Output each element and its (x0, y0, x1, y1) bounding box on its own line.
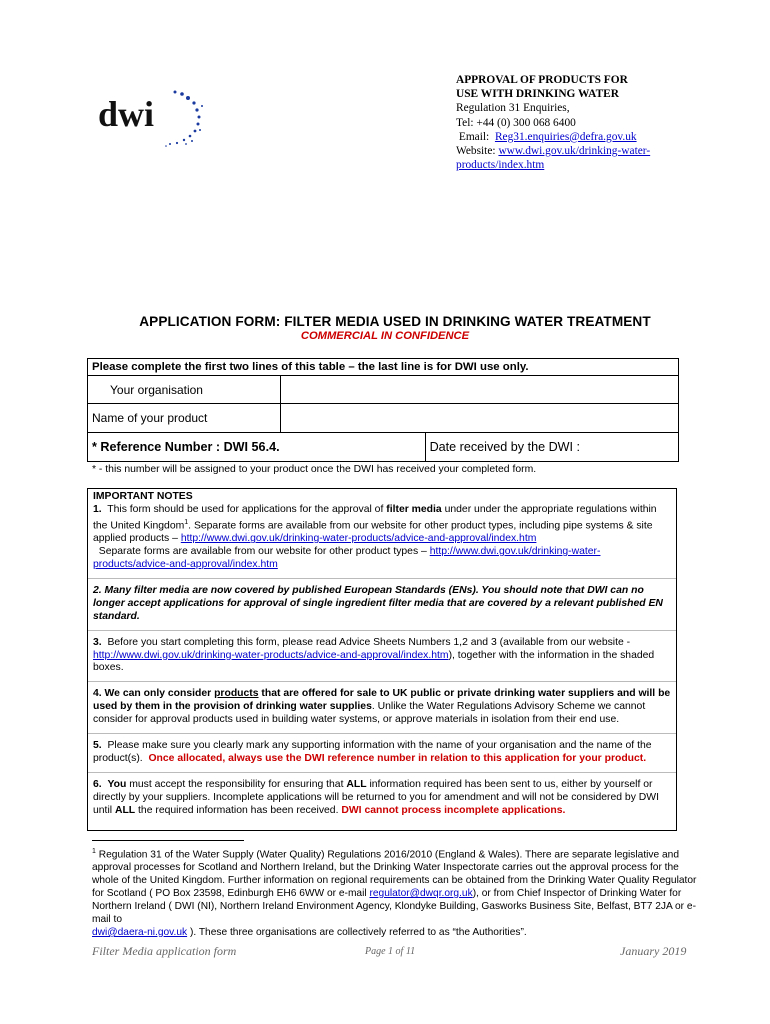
note-4-text-c: . Unlike the Water Regulations Advisory Scheme we cannot consider for approval products used in building water systems, or approve materials in isolation from their end use. (93, 701, 646, 726)
divider (88, 733, 676, 734)
contact-website-row (456, 144, 716, 158)
notes-heading: IMPORTANT NOTES (93, 491, 193, 502)
note-6-you: You (107, 778, 127, 790)
email-link[interactable]: Reg31.enquiries@defra.gov.uk (494, 130, 637, 143)
footer-page-number: Page 1 of 11 (365, 946, 416, 957)
daera-email-link[interactable]: dwi@daera-ni.gov.uk (92, 926, 188, 938)
footnote (92, 846, 698, 940)
date-received-label: Date received by the DWI : (425, 433, 678, 462)
contact-enquiries: Regulation 31 Enquiries, (456, 102, 570, 115)
note-3-text-b: ), together with the information in the shaded boxes. (93, 649, 655, 674)
note-1-text-e: Separate forms are available from our website for other product types – (98, 546, 427, 558)
note-6-text-c: the required information has been received. (138, 804, 339, 816)
footnote-text-c: ). These three organisations are collectively referred to as “the Authorities”. (189, 926, 527, 938)
note-1 (93, 504, 672, 572)
website-link-cont[interactable]: products/index.htm (456, 159, 545, 172)
reference-number: * Reference Number : DWI 56.4. (88, 433, 426, 462)
note-1-link[interactable]: http://www.dwi.gov.uk/drinking-water-products/advice-and-approval/index.htm (180, 533, 537, 545)
note-6-warning: DWI cannot process incomplete applications. (341, 804, 566, 816)
note-1-bold: filter media (386, 503, 442, 515)
dwqr-email-link[interactable]: regulator@dwqr.org.uk (369, 888, 473, 900)
note-3-number: 3. (93, 636, 102, 648)
note-6-text-b: information required has been sent to us, either by yourself or directly by your suppliers. Incomplete applications will be returned to you for amendment and will not be considered by DWI until (93, 778, 659, 816)
divider (88, 681, 676, 682)
email-label: Email: (458, 130, 490, 143)
reference-table (87, 358, 679, 462)
note-4-bold-b: that are offered for sale to UK public or private drinking water suppliers and will be used by them in the provision of drinking water supplies (93, 688, 671, 713)
note-1-link-2[interactable]: http://www.dwi.gov.uk/drinking-water-products/advice-and-approval/index.htm (93, 546, 601, 570)
logo-text: dwi (98, 94, 155, 134)
note-6-all: ALL (346, 778, 367, 790)
note-1-text-c: under under the appropriate regulations within the United Kingdom (93, 503, 657, 532)
footnote-ref: 1 (184, 518, 189, 526)
note-1-number: 1. (93, 503, 102, 515)
footnote-number: 1 (92, 848, 96, 855)
page-title: APPLICATION FORM: FILTER MEDIA USED IN DRINKING WATER TREATMENT (139, 314, 651, 329)
product-field[interactable] (281, 404, 679, 433)
note-3-link[interactable]: http://www.dwi.gov.uk/drinking-water-products/advice-and-approval/index.htm (93, 649, 449, 661)
footnote-text-b: ), or from Chief Inspector of Drinking Water for Northern Ireland ( DWI (NI), Northern Ireland Environment Agency, Klondyke Building, Gasworks Business Site, Belfast, BT7 2JA or e-mail to (92, 888, 696, 925)
note-3-text-a: Before you start completing this form, please read Advice Sheets Numbers 1,2 and 3 (available from our website - (107, 636, 631, 648)
note-5-warning: Once allocated, always use the DWI reference number in relation to this application for your product. (148, 752, 647, 764)
note-6-number: 6. (93, 778, 102, 790)
table-header: Please complete the first two lines of this table – the last line is for DWI use only. (88, 359, 679, 376)
note-2: 2. Many filter media are now covered by published European Standards (ENs). You should note that DWI can no longer accept applications for approval of single ingredient filter media that are covered by a relevant published EN standard. (93, 584, 663, 622)
website-link[interactable]: www.dwi.gov.uk/drinking-water- (498, 145, 651, 158)
note-4 (93, 688, 672, 727)
dwi-logo (96, 84, 206, 150)
contact-heading-1: APPROVAL OF PRODUCTS FOR (456, 74, 628, 86)
reference-note: * - this number will be assigned to your product once the DWI has received your completed form. (92, 464, 537, 475)
divider (88, 630, 676, 631)
footer-date: January 2019 (620, 944, 687, 958)
product-label: Name of your product (88, 404, 281, 433)
contact-block (456, 73, 716, 172)
note-4-underline: products (214, 688, 259, 700)
contact-heading-2: USE WITH DRINKING WATER (456, 88, 619, 101)
note-5 (93, 740, 672, 766)
note-4-bold-a: 4. We can only consider (93, 688, 212, 700)
note-6 (93, 779, 672, 818)
divider (88, 772, 676, 773)
website-label: Website: (456, 145, 496, 158)
footer-doc-name: Filter Media application form (92, 944, 237, 958)
contact-email-row (456, 130, 716, 144)
note-6-text-a: must accept the responsibility for ensuring that (129, 778, 344, 790)
note-5-number: 5. (93, 740, 102, 752)
confidential-label: COMMERCIAL IN CONFIDENCE (300, 330, 470, 342)
organisation-field[interactable] (281, 376, 679, 404)
note-5-text-a: Please make sure you clearly mark any supporting information with the name of your organisation and the name of the product(s). (93, 740, 652, 764)
note-1-text-a: This form should be used for applications for the approval of (107, 503, 384, 515)
note-1-text-d: . Separate forms are available from our website for other product types, including pipe systems & site applied products – (93, 520, 653, 545)
note-3 (93, 637, 672, 676)
footnote-rule (92, 840, 244, 841)
organisation-label: Your organisation (88, 376, 281, 404)
important-notes-box (87, 488, 677, 831)
contact-tel: Tel: +44 (0) 300 068 6400 (456, 116, 576, 129)
footnote-text-a: Regulation 31 of the Water Supply (Water Quality) Regulations 2016/2010 (England & Wales). There are separate legislative and approval processes for Scotland and Northern Ireland, but the Drinking Water Inspectorate carries out the approval process for the whole of the United Kingdom. Further information on regional requirements can be obtained from the Drinking Water Quality Regulator for Scotland ( PO Box 23598, Edinburgh EH6 6WW or e-mail (92, 849, 697, 900)
divider (88, 578, 676, 579)
note-6-all-2: ALL (114, 804, 136, 816)
